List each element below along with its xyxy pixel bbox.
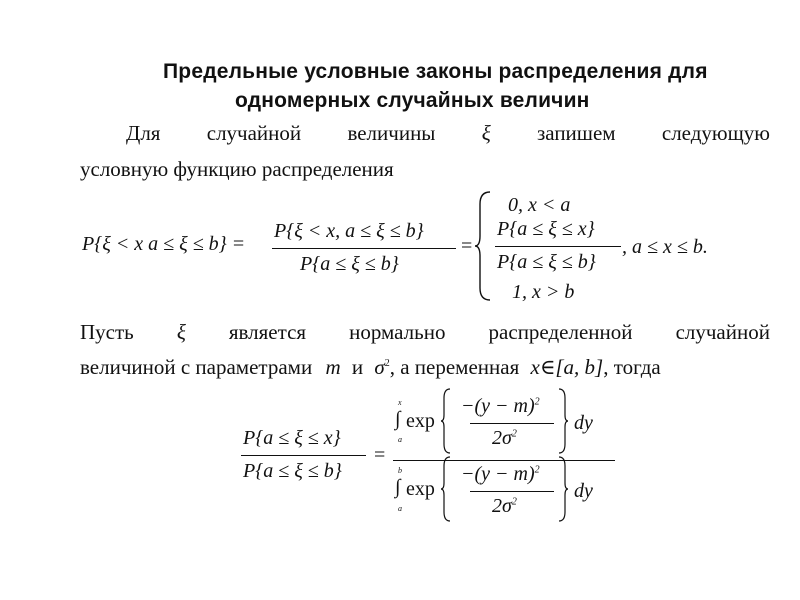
formula2-lhs-numerator: P{a ≤ ξ ≤ x} xyxy=(243,427,341,449)
left-brace-icon xyxy=(474,190,494,302)
intro-xi: ξ xyxy=(481,121,491,145)
formula1-fraction-bar xyxy=(272,248,456,249)
formula1-numerator: P{ξ < x, a ≤ ξ ≤ b} xyxy=(274,220,424,242)
int2-differential: dy xyxy=(574,480,593,502)
para2-word: является xyxy=(228,320,307,344)
formula2-lhs-denominator: P{a ≤ ξ ≤ b} xyxy=(243,460,342,482)
int1-differential: dy xyxy=(574,412,593,434)
formula1-case-3: 1, x > b xyxy=(512,281,575,303)
para2-xi: ξ xyxy=(176,320,186,344)
intro-word: величины xyxy=(347,121,436,145)
intro-word: запишем xyxy=(536,121,616,145)
para2-and: и xyxy=(351,355,364,379)
int1-right-brace-icon xyxy=(557,388,569,454)
title-line-1: Предельные условные законы распределения для xyxy=(163,60,708,83)
para2-sigma-square: 2 xyxy=(384,358,390,369)
para2-word: Пусть xyxy=(80,320,134,344)
int2-right-brace-icon xyxy=(557,456,569,522)
formula1-equals: = xyxy=(461,235,473,257)
int1-sign: ∫ xyxy=(395,408,401,430)
int2-sign: ∫ xyxy=(395,476,401,498)
formula1-case-2-denominator: P{a ≤ ξ ≤ b} xyxy=(497,251,596,273)
int1-inner-denominator: $2\sigma^2$ xyxy=(492,427,517,449)
formula1-case-1: 0, x < a xyxy=(508,194,571,216)
para2-sigma: σ xyxy=(374,355,385,379)
int1-inner-numerator: $-(y - m)^2$ xyxy=(461,395,540,417)
formula1-case-2-bar xyxy=(495,246,621,247)
int2-inner-bar xyxy=(470,491,554,492)
formula2-lhs-bar xyxy=(241,455,366,456)
intro-line-2: условную функцию распределения xyxy=(80,157,394,181)
para2-text-3: , тогда xyxy=(603,355,661,379)
formula1-lhs: P{ξ < x a ≤ ξ ≤ b} = xyxy=(82,233,246,255)
title-line-2: одномерных случайных величин xyxy=(235,89,590,112)
para2-line-1 xyxy=(80,320,770,345)
int2-lower-limit: a xyxy=(398,504,402,513)
para2-line-2 xyxy=(80,355,661,380)
int1-exp: exp xyxy=(406,410,435,432)
intro-word: Для xyxy=(126,121,161,145)
formula1-denominator: P{a ≤ ξ ≤ b} xyxy=(300,253,399,275)
int1-inner-bar xyxy=(470,423,554,424)
para2-word: случайной xyxy=(675,320,770,344)
para2-interval: x∈[a, b] xyxy=(530,355,604,379)
para2-m: m xyxy=(325,355,341,379)
int2-exp: exp xyxy=(406,478,435,500)
para2-text-2: , а переменная xyxy=(389,355,520,379)
intro-line-1 xyxy=(80,121,770,146)
int2-inner-numerator: $-(y - m)^2$ xyxy=(461,463,540,485)
para2-text-1: величиной с параметрами xyxy=(80,355,313,379)
int1-lower-limit: a xyxy=(398,435,402,444)
formula1-case-2-condition: , a ≤ x ≤ b. xyxy=(622,236,708,258)
formula1-case-2-numerator: P{a ≤ ξ ≤ x} xyxy=(497,218,595,240)
int2-inner-denominator: $2\sigma^2$ xyxy=(492,495,517,517)
int1-upper-limit: x xyxy=(398,398,402,407)
int2-left-brace-icon xyxy=(440,456,452,522)
para2-word: нормально xyxy=(349,320,446,344)
intro-word: следующую xyxy=(661,121,770,145)
int1-left-brace-icon xyxy=(440,388,452,454)
para2-word: распределенной xyxy=(488,320,633,344)
int2-upper-limit: b xyxy=(398,466,402,475)
intro-word: случайной xyxy=(206,121,302,145)
formula2-main-bar xyxy=(393,460,615,461)
formula2-equals: = xyxy=(374,444,386,466)
